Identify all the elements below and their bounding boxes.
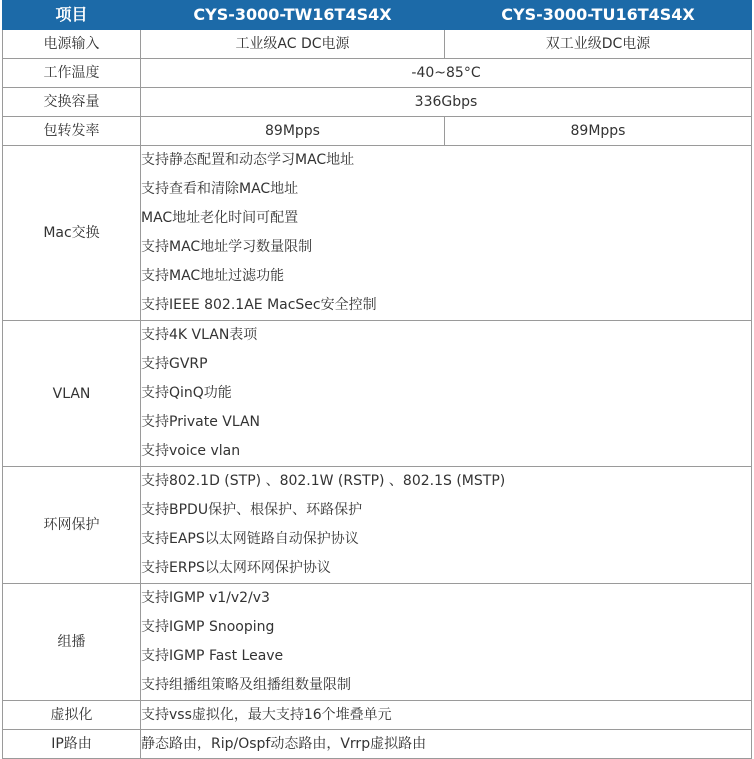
row-label: 虚拟化 [3, 701, 141, 730]
row-multicast [3, 584, 752, 701]
header-model-a: CYS-3000-TW16T4S4X [141, 1, 445, 30]
spec-table [2, 0, 752, 759]
cell-routing: 静态路由，Rip/Ospf动态路由，Vrrp虚拟路由 [141, 730, 752, 759]
cell-virtualization: 支持vss虚拟化，最大支持16个堆叠单元 [141, 701, 752, 730]
row-vlan [3, 321, 752, 467]
feature-item: 支持QinQ功能 [141, 385, 232, 401]
row-label: 交换容量 [3, 88, 141, 117]
feature-item: 支持静态配置和动态学习MAC地址 [141, 152, 355, 168]
feature-item: 支持查看和清除MAC地址 [141, 181, 299, 197]
feature-item: 支持Private VLAN [141, 414, 261, 430]
cell-vlan-features [141, 321, 752, 467]
cell-power-a: 工业级AC DC电源 [141, 30, 445, 59]
row-label: Mac交换 [3, 146, 141, 321]
cell-capacity: 336Gbps [141, 88, 752, 117]
row-label: 工作温度 [3, 59, 141, 88]
header-model-b: CYS-3000-TU16T4S4X [445, 1, 752, 30]
row-routing [3, 730, 752, 759]
row-temperature [3, 59, 752, 88]
row-label: IP路由 [3, 730, 141, 759]
feature-item: 支持MAC地址学习数量限制 [141, 239, 313, 255]
cell-mac-features [141, 146, 752, 321]
row-label: 组播 [3, 584, 141, 701]
row-label: 环网保护 [3, 467, 141, 584]
row-ring-protection [3, 467, 752, 584]
feature-item: 支持4K VLAN表项 [141, 327, 258, 343]
feature-item: 支持IGMP v1/v2/v3 [141, 590, 270, 606]
feature-item: 支持GVRP [141, 356, 208, 372]
row-label: VLAN [3, 321, 141, 467]
feature-item: MAC地址老化时间可配置 [141, 210, 299, 226]
header-row [3, 1, 752, 30]
cell-power-b: 双工业级DC电源 [445, 30, 752, 59]
cell-ring-features [141, 467, 752, 584]
feature-item: 支持组播组策略及组播组数量限制 [141, 677, 351, 693]
row-power [3, 30, 752, 59]
cell-forwarding-a: 89Mpps [141, 117, 445, 146]
row-label: 包转发率 [3, 117, 141, 146]
feature-item: 支持IEEE 802.1AE MacSec安全控制 [141, 297, 377, 313]
feature-item: 支持802.1D (STP) 、802.1W (RSTP) 、802.1S (MSTP) [141, 473, 506, 489]
cell-multicast-features [141, 584, 752, 701]
row-mac [3, 146, 752, 321]
row-capacity [3, 88, 752, 117]
row-label: 电源输入 [3, 30, 141, 59]
row-virtualization [3, 701, 752, 730]
feature-item: 支持ERPS以太网环网保护协议 [141, 560, 331, 576]
feature-item: 支持IGMP Snooping [141, 619, 275, 635]
feature-item: 支持voice vlan [141, 443, 241, 459]
header-item: 项目 [3, 1, 141, 30]
feature-item: 支持EAPS以太网链路自动保护协议 [141, 531, 359, 547]
feature-item: 支持BPDU保护、根保护、环路保护 [141, 502, 363, 518]
feature-item: 支持MAC地址过滤功能 [141, 268, 285, 284]
feature-item: 支持IGMP Fast Leave [141, 648, 284, 664]
row-forwarding [3, 117, 752, 146]
cell-forwarding-b: 89Mpps [445, 117, 752, 146]
cell-temperature: -40~85°C [141, 59, 752, 88]
